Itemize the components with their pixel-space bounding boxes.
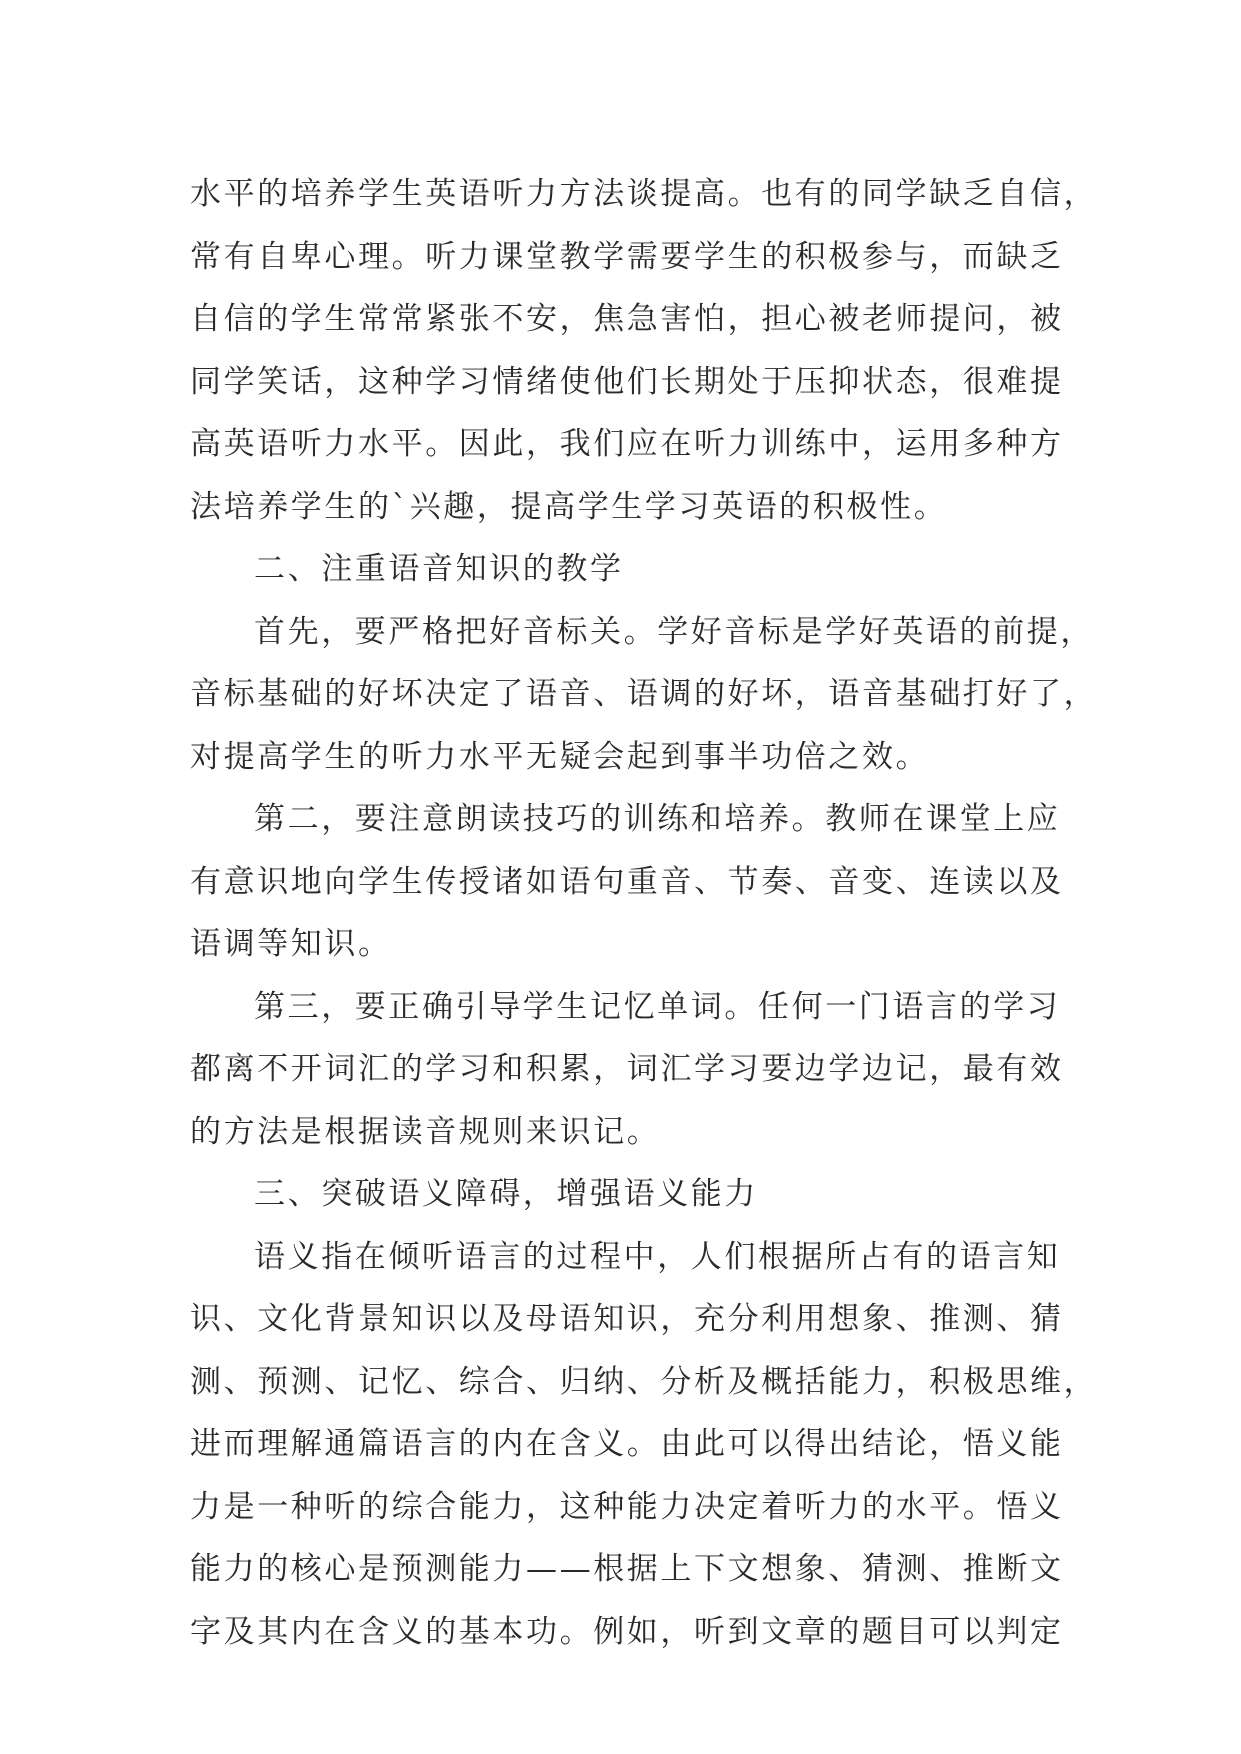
text-line: 音标基础的好坏决定了语音、语调的好坏，语音基础打好了， [190,676,1098,712]
text-line: 进而理解通篇语言的内在含义。由此可以得出结论，悟义能 [190,1426,1064,1462]
text-line: 第三，要正确引导学生记忆单词。任何一门语言的学习 [254,988,1061,1025]
text-line: 能力的核心是预测能力——根据上下文想象、猜测、推断文 [190,1551,1064,1587]
text-line: 对提高学生的听力水平无疑会起到事半功倍之效。 [190,738,930,775]
document-body [190,163,1098,1663]
text-line: 自信的学生常常紧张不安，焦急害怕，担心被老师提问，被 [190,301,1064,337]
text-line: 首先，要严格把好音标关。学好音标是学好英语的前提， [254,613,1094,650]
text-line: 语调等知识。 [190,926,392,962]
text-line: 高英语听力水平。因此，我们应在听力训练中，运用多种方 [190,426,1064,462]
section-heading: 二、注重语音知识的教学 [254,551,624,587]
text-line: 有意识地向学生传授诸如语句重音、节奏、音变、连读以及 [190,863,1064,900]
text-line: 水平的培养学生英语听力方法谈提高。也有的同学缺乏自信， [190,176,1098,212]
text-line: 字及其内在含义的基本功。例如，听到文章的题目可以判定 [190,1613,1064,1650]
text-line: 测、预测、记忆、综合、归纳、分析及概括能力，积极思维， [190,1363,1098,1400]
text-line: 语义指在倾听语言的过程中，人们根据所占有的语言知 [254,1238,1061,1275]
text-line: 力是一种听的综合能力，这种能力决定着听力的水平。悟义 [190,1488,1064,1525]
text-line: 都离不开词汇的学习和积累，词汇学习要边学边记，最有效 [190,1051,1064,1087]
text-line: 识、文化背景知识以及母语知识，充分利用想象、推测、猜 [190,1301,1064,1337]
text-line: 第二，要注意朗读技巧的训练和培养。教师在课堂上应 [254,801,1061,837]
text-line: 常有自卑心理。听力课堂教学需要学生的积极参与，而缺乏 [190,238,1064,275]
section-heading: 三、突破语义障碍，增强语义能力 [254,1176,758,1212]
text-line: 的方法是根据读音规则来识记。 [190,1113,661,1150]
text-line: 法培养学生的`兴趣，提高学生学习英语的积极性。 [190,488,948,525]
text-line: 同学笑话，这种学习情绪使他们长期处于压抑状态，很难提 [190,363,1064,400]
